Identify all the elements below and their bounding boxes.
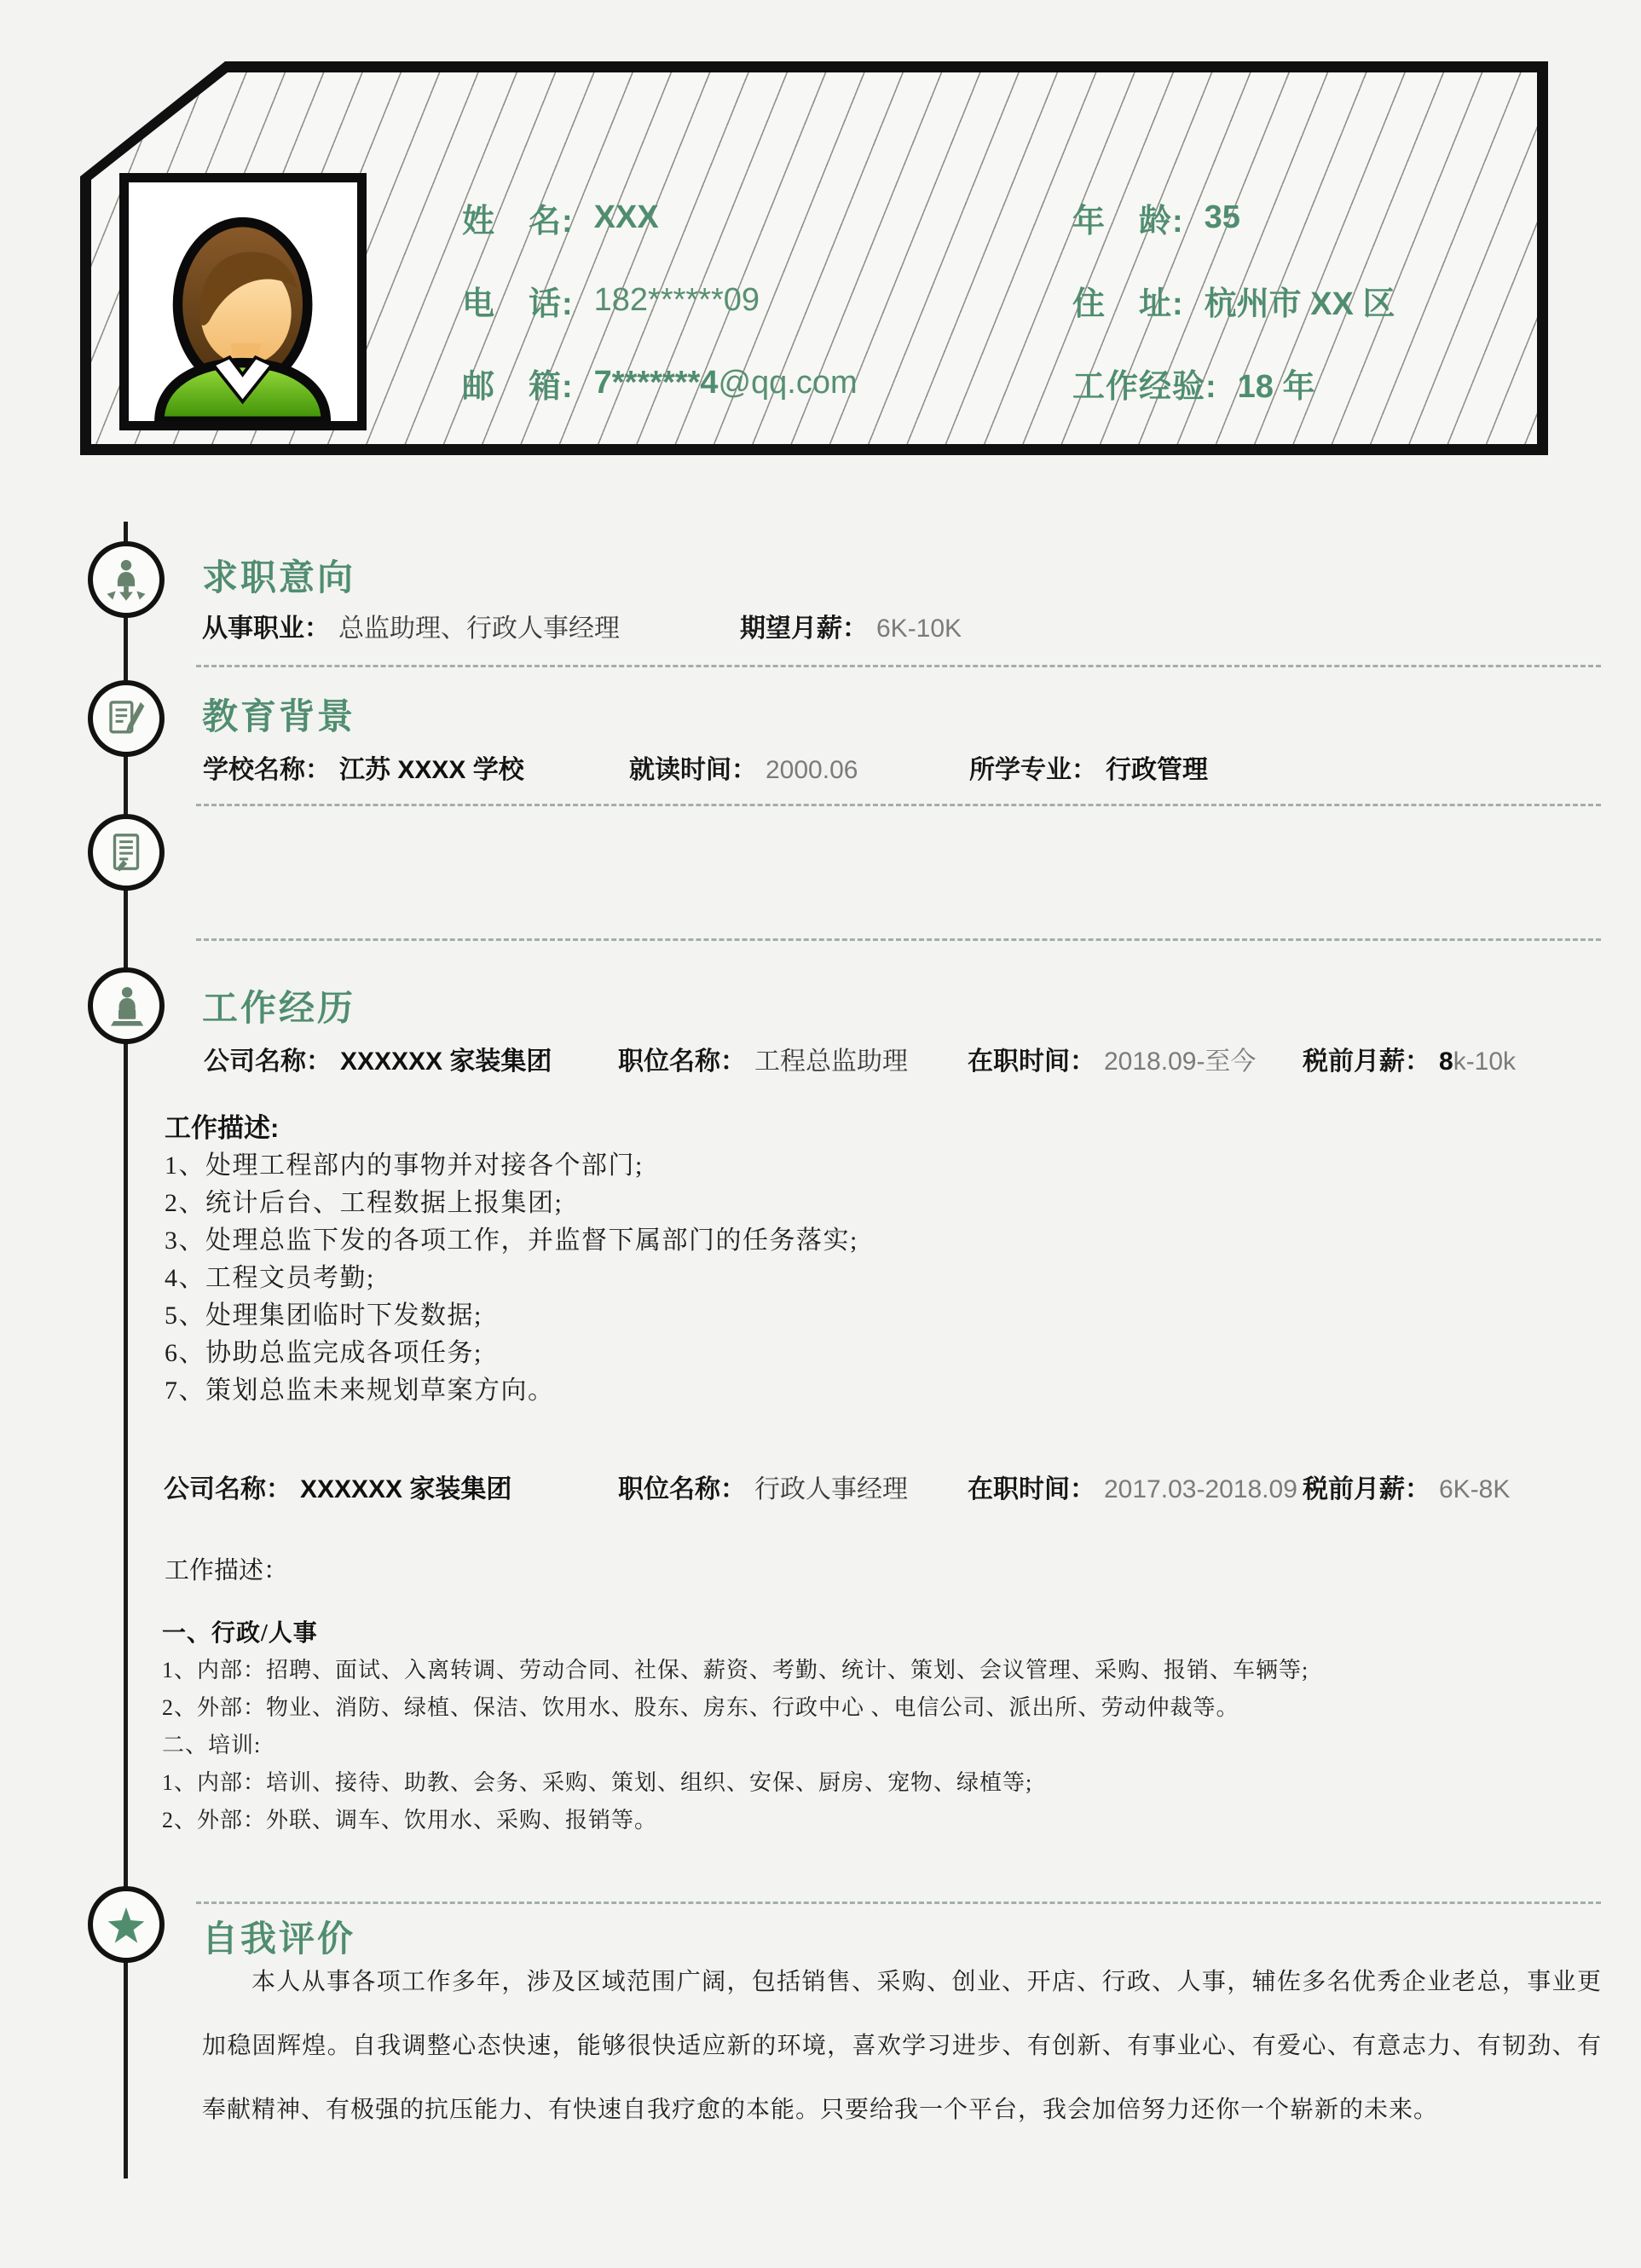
expected-salary-value: 6K-10K	[876, 615, 962, 643]
name-label: 姓 名:	[462, 204, 574, 239]
header-experience-row	[1072, 360, 1315, 407]
work1-company-pair	[204, 1040, 552, 1077]
job-value: 总监助理、行政人事经理	[338, 615, 620, 643]
expected-salary-label: 期望月薪：	[740, 615, 868, 643]
salary-label: 税前月薪：	[1303, 1047, 1430, 1076]
employment-time-value: 2018.09-至今	[1104, 1047, 1257, 1076]
position-value: 行政人事经理	[754, 1475, 908, 1503]
address-value: 杭州市 XX 区	[1204, 286, 1395, 322]
employment-time-value: 2017.03-2018.09	[1104, 1475, 1297, 1503]
section-title-self-eval: 自我评价	[202, 1919, 356, 1959]
header-phone-row	[462, 277, 760, 324]
header-email-row	[462, 360, 858, 407]
company-value: XXXXXX 家装集团	[340, 1047, 552, 1076]
phone-label: 电 话:	[462, 286, 574, 322]
list-item: 3、处理总监下发的各项工作，并监督下属部门的任务落实;	[165, 1226, 858, 1255]
section-divider	[196, 804, 1601, 806]
position-value: 工程总监助理	[754, 1047, 908, 1076]
salary-value-strong: 8	[1439, 1047, 1453, 1076]
study-time-value: 2000.06	[766, 756, 858, 784]
employment-time-label: 在职时间：	[968, 1475, 1095, 1503]
work1-position-pair	[618, 1040, 908, 1077]
company-label: 公司名称：	[164, 1475, 292, 1503]
salary-value-rest: k-10k	[1453, 1047, 1517, 1076]
timeline-node-self-eval	[88, 1886, 165, 1963]
list-item: 2、外部：物业、消防、绿植、保洁、饮用水、股东、房东、行政中心 、电信公司、派出所、劳动仲裁等。	[162, 1695, 1239, 1720]
school-value: 江苏 XXXX 学校	[339, 756, 524, 784]
list-item: 6、协助总监完成各项任务;	[165, 1339, 482, 1367]
salary-label: 税前月薪：	[1303, 1475, 1430, 1503]
major-value: 行政管理	[1106, 756, 1208, 784]
list-item: 7、策划总监未来规划草案方向。	[165, 1376, 555, 1405]
work2-salary-pair	[1303, 1468, 1510, 1505]
email-label: 邮 箱:	[462, 369, 574, 405]
list-item: 1、内部：培训、接待、助教、会务、采购、策划、组织、安保、厨房、宠物、绿植等;	[162, 1770, 1033, 1795]
employment-time-label: 在职时间：	[968, 1047, 1095, 1076]
position-label: 职位名称：	[618, 1047, 746, 1076]
major-label: 所学专业：	[969, 756, 1097, 784]
list-item: 2、外部：外联、调车、饮用水、采购、报销等。	[162, 1808, 658, 1832]
phone-value: 182******09	[593, 282, 760, 318]
section-divider	[196, 665, 1601, 667]
work1-time-pair	[968, 1040, 1256, 1077]
work2-group1-title: 一、行政/人事	[162, 1620, 318, 1647]
work2-time-pair	[968, 1468, 1297, 1505]
age-value: 35	[1204, 199, 1240, 235]
company-label: 公司名称：	[204, 1047, 332, 1076]
work2-description-label: 工作描述：	[165, 1557, 289, 1584]
list-item: 2、统计后台、工程数据上报集团;	[165, 1189, 563, 1217]
timeline-node-education	[88, 680, 165, 757]
address-label: 住 址:	[1072, 286, 1184, 322]
work1-description-label: 工作描述:	[165, 1113, 280, 1143]
work1-salary-pair	[1303, 1040, 1516, 1077]
work2-description-list	[162, 1652, 1309, 1839]
self-evaluation-text: 本人从事各项工作多年，涉及区域范围广阔，包括销售、采购、创业、开店、行政、人事，辅佐多名优秀企业老总，事业更加稳固辉煌。自我调整心态快速，能够很快适应新的环境，喜欢学习进步、有创新、有事业心、有爱心、有意志力、有韧劲、有奉献精神、有极强的抗压能力、有快速自我疗愈的本能。只要给我一个平台，我会加倍努力还你一个崭新的未来。	[202, 1969, 1602, 2123]
position-label: 职位名称：	[618, 1475, 746, 1503]
study-time-label: 就读时间：	[629, 756, 757, 784]
name-value: XXX	[593, 199, 659, 235]
list-item: 1、内部：招聘、面试、入离转调、劳动合同、社保、薪资、考勤、统计、策划、会议管理、采购、报销、车辆等;	[162, 1658, 1309, 1682]
company-value: XXXXXX 家装集团	[300, 1475, 512, 1503]
section-title-intention: 求职意向	[202, 557, 356, 597]
timeline-node-intention	[88, 541, 165, 618]
list-item: 4、工程文员考勤;	[165, 1264, 375, 1292]
header-address-row	[1072, 277, 1395, 324]
email-value-rest: @qq.com	[718, 365, 858, 401]
section-title-education: 教育背景	[202, 696, 356, 736]
list-item: 1、处理工程部内的事物并对接各个部门;	[165, 1151, 644, 1180]
career-direction-icon	[103, 557, 149, 603]
work2-company-pair	[164, 1468, 511, 1505]
list-item: 二、培训:	[162, 1733, 262, 1757]
job-label: 从事职业：	[202, 615, 330, 643]
star-icon	[103, 1902, 149, 1948]
profile-photo	[119, 173, 367, 430]
work2-position-pair	[618, 1468, 908, 1505]
salary-value: 6K-8K	[1439, 1475, 1511, 1503]
intention-salary-pair	[740, 607, 962, 644]
work1-description-list	[165, 1147, 858, 1410]
person-desk-icon	[103, 983, 149, 1029]
age-label: 年 龄:	[1072, 204, 1184, 239]
education-major-pair	[969, 748, 1208, 786]
section-divider	[196, 938, 1601, 941]
female-avatar-icon	[140, 197, 345, 421]
education-time-pair	[629, 748, 858, 786]
timeline-node-notes	[88, 814, 165, 891]
header-age-row	[1072, 194, 1240, 241]
experience-label: 工作经验:	[1072, 369, 1217, 405]
list-item: 5、处理集团临时下发数据;	[165, 1301, 482, 1330]
timeline-node-work	[88, 967, 165, 1044]
education-school-pair	[203, 748, 524, 786]
section-title-work: 工作经历	[202, 988, 356, 1028]
note-lines-icon	[103, 829, 149, 875]
intention-job-pair	[202, 607, 620, 644]
paper-pen-icon	[103, 695, 149, 742]
experience-value: 18 年	[1237, 369, 1315, 405]
header-name-row	[462, 194, 659, 241]
school-label: 学校名称：	[203, 756, 331, 784]
email-value-bold: 7*******4	[593, 365, 719, 401]
section-divider	[196, 1902, 1601, 1904]
